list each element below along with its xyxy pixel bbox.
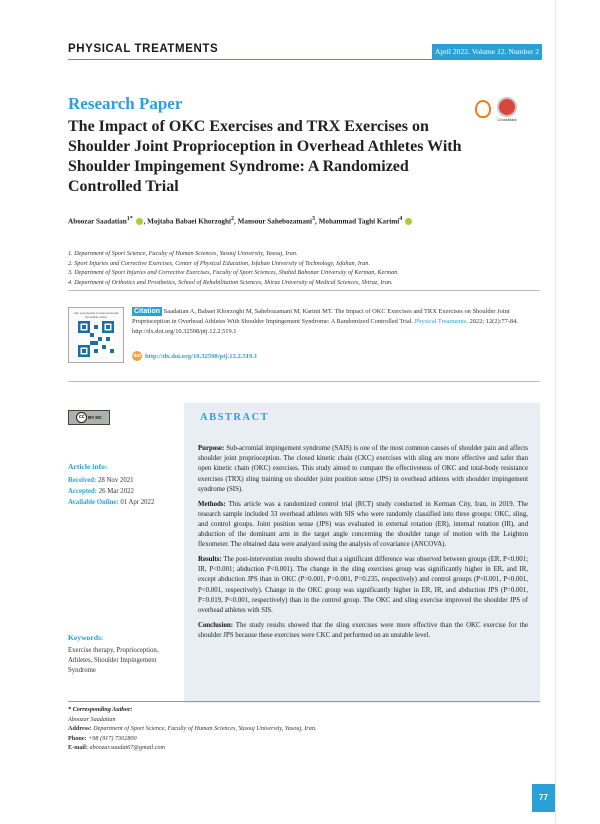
journal-name: PHYSICAL TREATMENTS [68,43,219,55]
citation-divider [68,381,540,382]
address-value: Department of Sport Science, Faculty of Human Sciences, Yasouj University, Yasouj, Iran. [93,725,317,732]
qr-code-icon[interactable] [78,321,114,357]
page-number: 77 [532,784,555,812]
abstract-results [198,555,528,616]
abstract-purpose [198,444,528,495]
doi-link[interactable]: http://dx.doi.org/10.32598/ptj.12.2.519.1 [145,352,258,360]
abstract-body [198,444,528,646]
article-info-heading: Article info: [68,462,108,471]
keywords-text: Exercise therapy, Proprioception, Athletes, Shoulder Impingement Syndrome [68,647,159,674]
open-access-icon[interactable] [475,100,491,118]
affiliation: 2. Sport Injuries and Corrective Exercises, Center of Physical Education, Isfahan University of Technology, Isfahan, Iran. [68,259,370,267]
accepted-label: Accepted: [68,488,98,495]
citation-journal-link[interactable]: Physical Treatments [414,318,467,325]
email-link[interactable]: aboozar.saadat67@gmail.com [89,744,165,751]
purpose-label: Purpose: [198,445,225,452]
abstract-heading: ABSTRACT [200,412,270,423]
cc-license-badge[interactable] [68,410,110,425]
affiliations [68,249,548,287]
keywords-heading: Keywords: [68,633,104,642]
address-label: Address: [68,725,92,732]
phone-value: +98 (917) 7302800 [88,734,137,742]
citation-body: Saadatian A, Babaei Khorzoghi M, Sahebozamani M, Karimi MT. The Impact of OKC Exercises and TRX Exercises on Shoulder Joint Proprioception in Overhead Athletes With Shoulder Impingement Syndrome: A Randomized Controlled Trial. [132,308,510,325]
header-divider [68,59,540,60]
orcid-icon[interactable] [136,218,143,225]
online-value: 01 Apr 2022 [120,499,155,506]
cc-by-label: BY [88,415,95,420]
cc-nc-label: NC [95,415,102,420]
affiliation-divider [68,290,540,291]
paper-title: The Impact of OKC Exercises and TRX Exercises on Shoulder Joint Proprioception in Overhead Athletes With Shoulder Impingement Syndrome: A Randomized Controlled Trial [68,118,462,195]
corresponding-name: Aboozar Saadatian [68,715,116,723]
online-label: Available Online: [68,499,119,506]
abstract-methods [198,500,528,551]
corresponding-heading: * Corresponding Author: [68,706,133,713]
author-name: Mojtaba Babaei Khorzoghi [147,217,232,226]
corresponding-author [68,705,468,753]
doi-row [132,351,257,361]
author-list: Aboozar Saadatian$^{1*}$ , Mojtaba Babaei Khorzoghi$^2$, Mansour Sahebozamani$^3$, Mohammad Taghi Karimi$^4$ [68,216,548,225]
corresponding-divider [68,701,540,702]
conclusion-text: The study results showed that the sling exercises were more effective than the OKC exercise for the shoulder JPS because these exercises were CKC and performed on an unstable level. [198,621,528,639]
affiliation: 1. Department of Sport Science, Faculty of Human Sciences, Yasouj University, Yasouj, Iran. [68,250,298,257]
crossmark-icon[interactable] [496,97,518,123]
crossmark-label: CrossMark [497,117,517,122]
author-name: Mansour Sahebozamani [237,217,312,226]
affiliation: 4. Department of Orthotics and Prosthetics, School of Rehabilitation Sciences, Shiraz University of Medical Sciences, Shiraz, Iran. [68,278,393,286]
orcid-icon[interactable] [405,218,412,225]
results-text: The post-intervention results showed that a significant difference was observed between groups (ER, P<0.001; IR, P<0.001; abduction P<0.001). The change in the sling exercises group was significantly higher in ER, and IR, except abduction JPS than in OKC (P=0.001, P=0.001, P=0.235, respectively) and control groups (P<0.001, P<0.001, P<0.001, respectively). Change in the OKC group was significantly higher in ER, IR, and abduction JPS (P=0.001, P=0.019, P<0.001, respectively) than in the control group. The OKC and sling exercise improved the shoulder JPS of overhead athletes with SIS. [198,556,528,615]
cc-icon: cc [76,412,87,423]
email-label: E-mail: [68,744,88,751]
accepted-value: 26 Mar 2022 [98,488,134,495]
author-sup: 2 [231,216,235,222]
author-name: Aboozar Saadatian [68,217,127,226]
author-sup: 3 [311,216,315,222]
citation-tail: . 2022; 12(2):77-84. http://dx.doi.org/10.32598/ptj.12.2.519.1 [132,318,518,335]
received-date [68,476,134,486]
page-edge-line [555,0,556,824]
crossmark-circle [497,97,517,117]
author-sup: 1* [126,216,133,222]
doi-icon: doi [133,353,141,359]
accepted-date [68,487,134,497]
qr-caption: Use your device to scan and read the article online [73,311,119,319]
methods-label: Methods: [198,500,226,508]
abstract-conclusion [198,621,528,641]
received-value: 28 Nov 2021 [98,477,134,484]
paper-type: Research Paper [68,94,183,113]
online-date [68,498,154,508]
results-label: Results: [198,556,222,564]
author-sup: 4 [399,216,403,222]
author-name: Mohammad Taghi Karimi [318,217,400,226]
phone-label: Phone: [68,734,87,742]
citation-label: Citation [134,308,161,315]
issue-badge: April 2022. Volume 12. Number 2 [432,44,542,60]
citation-text [132,307,542,337]
methods-text: This article was a randomized control trial (RCT) study conducted in Kerman City, Iran, in 2019. The research sample included 33 overhead athletes with SIS who were randomly classified into three groups: OKC, sling, and control groups. Joint position sense (JPS) was evaluated in external rotation (ER), internal rotation (IR), and abduction of the dominant arm in the target angle concerning the shoulder range of motion with the Leighton flexometer. The obtained data were analyzed using the analysis of covariance (ANCOVA). [198,500,528,549]
received-label: Received: [68,477,97,484]
conclusion-label: Conclusion: [198,621,233,629]
purpose-text: Sub-acromial impingement syndrome (SAIS) is one of the most common causes of shoulder pain and affects shoulder joint proprioception. The closed kinetic chain (CKC) exercises with sling are more effective and safer than open kinetic chain (OKC) exercises. This study aimed to compare the effectiveness of OKC and total-body resistance exercises (TRX) sling training on shoulder joint position sense (JPS) in overhead athletes with shoulder impingement syndrome (SIS). [198,445,528,493]
affiliation: 3. Department of Sport Injuries and Corrective Exercises, Faculty of Sport Sciences, Shahid Bahonar University of Kerman, Kerman. [68,269,399,276]
